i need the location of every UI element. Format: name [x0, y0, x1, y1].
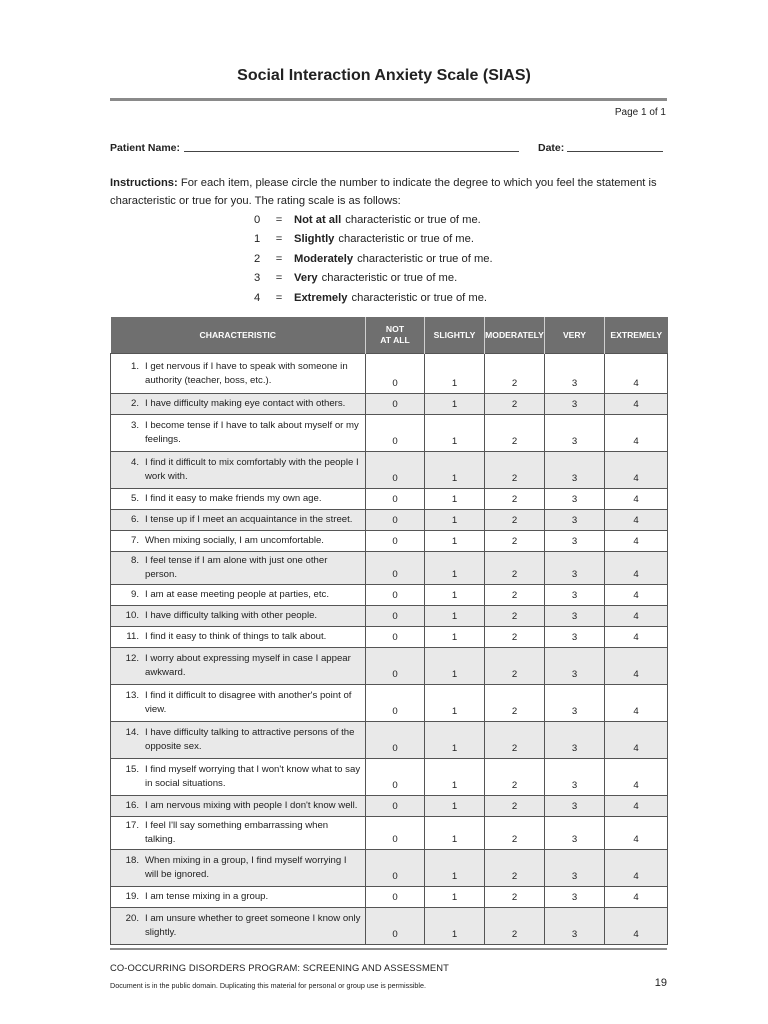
scale-description: characteristic or true of me. — [345, 213, 481, 226]
table-row — [111, 452, 668, 489]
rating-option[interactable]: 0 — [366, 552, 425, 585]
table-row — [111, 585, 668, 606]
patient-name-field[interactable] — [184, 151, 519, 152]
scale-number: 3 — [254, 272, 261, 285]
rating-option[interactable]: 2 — [485, 817, 545, 850]
rating-option[interactable]: 2 — [485, 648, 545, 685]
rating-option[interactable]: 1 — [425, 850, 485, 887]
rating-option[interactable]: 2 — [485, 452, 545, 489]
rating-option[interactable]: 4 — [605, 648, 668, 685]
rating-option[interactable]: 4 — [605, 531, 668, 552]
item-cell — [111, 648, 366, 685]
item-number: 3. — [130, 420, 139, 431]
rating-option[interactable]: 2 — [485, 606, 545, 627]
rating-option[interactable]: 1 — [425, 489, 485, 510]
rating-option[interactable]: 0 — [366, 722, 425, 759]
item-cell — [111, 354, 366, 394]
rating-option[interactable]: 3 — [545, 887, 605, 908]
item-text: I find it easy to make friends my own age. — [145, 493, 322, 504]
rating-option[interactable]: 1 — [425, 415, 485, 452]
rating-option[interactable]: 4 — [605, 887, 668, 908]
table-row — [111, 722, 668, 759]
rating-option[interactable]: 3 — [545, 552, 605, 585]
item-cell — [111, 908, 366, 945]
item-text: When mixing socially, I am uncomfortable. — [145, 535, 324, 546]
rating-option[interactable]: 0 — [366, 759, 425, 796]
scale-row — [254, 269, 493, 289]
scale-equals: = — [275, 233, 283, 246]
rating-option[interactable]: 2 — [485, 552, 545, 585]
rating-option[interactable]: 4 — [605, 354, 668, 394]
item-number: 4. — [130, 457, 139, 468]
item-number: 17. — [125, 820, 139, 831]
instructions-lead: Instructions: — [110, 177, 178, 189]
rating-option[interactable]: 2 — [485, 850, 545, 887]
rating-option[interactable]: 0 — [366, 452, 425, 489]
rating-option[interactable]: 0 — [366, 489, 425, 510]
scale-description: characteristic or true of me. — [338, 233, 474, 246]
footer-rule — [110, 948, 667, 950]
item-cell — [111, 722, 366, 759]
item-cell — [111, 606, 366, 627]
rating-option[interactable]: 4 — [605, 627, 668, 648]
table-row — [111, 887, 668, 908]
rating-option[interactable]: 2 — [485, 759, 545, 796]
rating-option[interactable]: 2 — [485, 887, 545, 908]
item-text: I have difficulty making eye contact with others. — [145, 398, 346, 409]
title-rule — [110, 98, 667, 101]
rating-option[interactable]: 2 — [485, 685, 545, 722]
item-cell — [111, 415, 366, 452]
rating-option[interactable]: 4 — [605, 606, 668, 627]
rating-option[interactable]: 2 — [485, 908, 545, 945]
rating-option[interactable]: 0 — [366, 394, 425, 415]
rating-option[interactable]: 4 — [605, 908, 668, 945]
rating-option[interactable]: 1 — [425, 510, 485, 531]
footer-note: Document is in the public domain. Duplicating this material for personal or group use is permissible. — [110, 981, 427, 990]
item-number: 20. — [125, 913, 139, 924]
item-cell — [111, 552, 366, 585]
scale-equals: = — [275, 213, 283, 226]
item-cell — [111, 759, 366, 796]
item-text: I feel I'll say something embarrassing when talking. — [145, 820, 329, 845]
footer-page-number: 19 — [654, 977, 667, 989]
scale-label: Moderately — [294, 252, 354, 265]
table-row — [111, 552, 668, 585]
rating-option[interactable]: 3 — [545, 531, 605, 552]
item-cell — [111, 489, 366, 510]
rating-option[interactable]: 0 — [366, 627, 425, 648]
table-row — [111, 415, 668, 452]
rating-option[interactable]: 2 — [485, 489, 545, 510]
rating-option[interactable]: 4 — [605, 722, 668, 759]
item-number: 10. — [125, 610, 139, 621]
item-cell — [111, 452, 366, 489]
rating-option[interactable]: 4 — [605, 394, 668, 415]
item-text: I have difficulty talking with other people. — [145, 610, 318, 621]
table-row — [111, 354, 668, 394]
rating-option[interactable]: 4 — [605, 552, 668, 585]
rating-option[interactable]: 1 — [425, 354, 485, 394]
rating-option[interactable]: 4 — [605, 850, 668, 887]
rating-option[interactable]: 2 — [485, 354, 545, 394]
rating-option[interactable]: 0 — [366, 415, 425, 452]
table-row — [111, 510, 668, 531]
rating-option[interactable]: 1 — [425, 817, 485, 850]
header-col-not-at-all: NOT AT ALL — [366, 317, 425, 354]
scale-equals: = — [275, 291, 283, 304]
header-col-very: VERY — [545, 317, 605, 354]
table-row — [111, 759, 668, 796]
item-number: 12. — [125, 653, 139, 664]
item-text: I am at ease meeting people at parties, etc. — [145, 589, 329, 600]
rating-option[interactable]: 2 — [485, 722, 545, 759]
page-label: Page 1 of 1 — [614, 107, 666, 118]
item-number: 8. — [130, 555, 139, 566]
scale-equals: = — [275, 272, 283, 285]
rating-option[interactable]: 3 — [545, 908, 605, 945]
sias-table — [110, 317, 668, 945]
rating-option[interactable]: 0 — [366, 850, 425, 887]
item-text: I worry about expressing myself in case I appear awkward. — [145, 653, 351, 678]
scale-row — [254, 230, 493, 250]
item-text: I am unsure whether to greet someone I know only slightly. — [145, 913, 361, 938]
table-row — [111, 850, 668, 887]
item-number: 11. — [126, 631, 139, 642]
rating-option[interactable]: 0 — [366, 354, 425, 394]
page-title: Social Interaction Anxiety Scale (SIAS) — [237, 67, 531, 84]
item-cell — [111, 585, 366, 606]
rating-option[interactable]: 0 — [366, 908, 425, 945]
scale-row — [254, 249, 493, 269]
item-cell — [111, 531, 366, 552]
item-text: I become tense if I have to talk about myself or my feelings. — [145, 420, 359, 445]
item-cell — [111, 627, 366, 648]
rating-option[interactable]: 1 — [425, 796, 485, 817]
rating-option[interactable]: 3 — [545, 510, 605, 531]
scale-number: 0 — [254, 213, 261, 226]
header-col-moderately: MODERATELY — [485, 317, 545, 354]
scale-label: Not at all — [294, 213, 342, 226]
scale-description: characteristic or true of me. — [321, 272, 458, 285]
header-col-slightly: SLIGHTLY — [425, 317, 485, 354]
table-row — [111, 606, 668, 627]
scale-label: Very — [294, 272, 318, 285]
item-number: 5. — [130, 493, 139, 504]
rating-option[interactable]: 1 — [425, 627, 485, 648]
item-cell — [111, 510, 366, 531]
item-text: When mixing in a group, I find myself worrying I will be ignored. — [145, 855, 347, 880]
rating-option[interactable]: 3 — [545, 354, 605, 394]
item-number: 13. — [125, 690, 139, 701]
rating-option[interactable]: 0 — [366, 887, 425, 908]
scale-row — [254, 210, 493, 230]
date-field[interactable] — [567, 151, 663, 152]
item-text: I am nervous mixing with people I don't know well. — [145, 800, 358, 811]
item-text: I find it easy to think of things to talk about. — [145, 631, 327, 642]
date-label: Date: — [538, 142, 565, 154]
rating-option[interactable]: 1 — [425, 685, 485, 722]
item-cell — [111, 394, 366, 415]
rating-option[interactable]: 3 — [545, 585, 605, 606]
rating-option[interactable]: 3 — [545, 627, 605, 648]
rating-option[interactable]: 0 — [366, 585, 425, 606]
rating-option[interactable]: 2 — [485, 415, 545, 452]
rating-option[interactable]: 1 — [425, 531, 485, 552]
rating-option[interactable]: 3 — [545, 685, 605, 722]
item-number: 16. — [125, 800, 139, 811]
rating-option[interactable]: 2 — [485, 627, 545, 648]
scale-number: 4 — [254, 291, 261, 304]
header-col-characteristic: CHARACTERISTIC — [111, 317, 366, 354]
item-number: 9. — [130, 589, 139, 600]
rating-option[interactable]: 1 — [425, 552, 485, 585]
rating-option[interactable]: 4 — [605, 415, 668, 452]
table-row — [111, 817, 668, 850]
rating-option[interactable]: 0 — [366, 796, 425, 817]
rating-option[interactable]: 0 — [366, 510, 425, 531]
item-number: 15. — [125, 764, 139, 775]
rating-option[interactable]: 1 — [425, 722, 485, 759]
rating-option[interactable]: 4 — [605, 685, 668, 722]
rating-option[interactable]: 2 — [485, 394, 545, 415]
rating-option[interactable]: 1 — [425, 759, 485, 796]
item-number: 7. — [130, 535, 139, 546]
rating-option[interactable]: 3 — [545, 452, 605, 489]
rating-option[interactable]: 1 — [425, 394, 485, 415]
rating-option[interactable]: 1 — [425, 887, 485, 908]
rating-option[interactable]: 3 — [545, 759, 605, 796]
instructions-text: For each item, please circle the number to indicate the degree to which you feel the statement is characteristic or true for you. The rating scale is as follows: — [110, 177, 657, 207]
item-number: 19. — [125, 891, 139, 902]
rating-option[interactable]: 1 — [425, 648, 485, 685]
item-text: I find it difficult to disagree with another's point of view. — [145, 690, 352, 715]
table-header-row — [111, 317, 668, 354]
scale-label: Slightly — [294, 233, 335, 246]
rating-option[interactable]: 3 — [545, 415, 605, 452]
rating-option[interactable]: 4 — [605, 489, 668, 510]
rating-option[interactable]: 3 — [545, 817, 605, 850]
rating-option[interactable]: 0 — [366, 685, 425, 722]
scale-number: 2 — [254, 252, 261, 265]
patient-name-label: Patient Name: — [110, 142, 181, 154]
rating-option[interactable]: 4 — [605, 817, 668, 850]
item-text: I feel tense if I am alone with just one other person. — [145, 555, 328, 580]
item-cell — [111, 817, 366, 850]
rating-option[interactable]: 4 — [605, 510, 668, 531]
rating-option[interactable]: 1 — [425, 908, 485, 945]
item-text: I have difficulty talking to attractive persons of the opposite sex. — [145, 727, 355, 752]
table-row — [111, 908, 668, 945]
rating-option[interactable]: 3 — [545, 648, 605, 685]
rating-option[interactable]: 4 — [605, 759, 668, 796]
table-row — [111, 489, 668, 510]
rating-option[interactable]: 1 — [425, 585, 485, 606]
table-body — [111, 354, 668, 945]
rating-option[interactable]: 3 — [545, 850, 605, 887]
scale-equals: = — [275, 252, 283, 265]
scale-number: 1 — [254, 233, 261, 246]
item-text: I find myself worrying that I won't know what to say in social situations. — [145, 764, 361, 789]
table-row — [111, 648, 668, 685]
table-row — [111, 685, 668, 722]
rating-option[interactable]: 4 — [605, 796, 668, 817]
item-number: 6. — [130, 514, 139, 525]
table-row — [111, 627, 668, 648]
scale-description: characteristic or true of me. — [357, 252, 493, 265]
rating-option[interactable]: 1 — [425, 452, 485, 489]
rating-option[interactable]: 3 — [545, 394, 605, 415]
rating-option[interactable]: 2 — [485, 585, 545, 606]
rating-option[interactable]: 2 — [485, 796, 545, 817]
item-number: 18. — [125, 855, 139, 866]
item-number: 1. — [130, 360, 139, 372]
rating-option[interactable]: 1 — [425, 606, 485, 627]
footer-program: CO-OCCURRING DISORDERS PROGRAM: SCREENING AND ASSESSMENT — [110, 962, 449, 973]
rating-option[interactable]: 4 — [605, 585, 668, 606]
item-text: I get nervous if I have to speak with someone in authority (teacher, boss, etc.). — [145, 360, 348, 386]
item-cell — [111, 685, 366, 722]
rating-option[interactable]: 0 — [366, 817, 425, 850]
scale-row — [254, 288, 493, 308]
table-row — [111, 796, 668, 817]
instructions — [110, 174, 670, 210]
item-number: 14. — [125, 727, 139, 738]
item-text: I tense up if I meet an acquaintance in the street. — [145, 514, 353, 525]
rating-option[interactable]: 4 — [605, 452, 668, 489]
item-cell — [111, 796, 366, 817]
rating-option[interactable]: 0 — [366, 606, 425, 627]
rating-option[interactable]: 2 — [485, 531, 545, 552]
scale-label: Extremely — [294, 291, 348, 304]
scale-description: characteristic or true of me. — [351, 291, 488, 304]
rating-option[interactable]: 3 — [545, 796, 605, 817]
table-row — [111, 531, 668, 552]
item-text: I am tense mixing in a group. — [145, 891, 269, 902]
rating-option[interactable]: 3 — [545, 606, 605, 627]
item-number: 2. — [130, 398, 139, 409]
rating-option[interactable]: 0 — [366, 648, 425, 685]
rating-scale — [254, 210, 493, 308]
rating-option[interactable]: 3 — [545, 722, 605, 759]
header-col-extremely: EXTREMELY — [605, 317, 668, 354]
item-text: I find it difficult to mix comfortably with the people I work with. — [145, 457, 359, 482]
rating-option[interactable]: 0 — [366, 531, 425, 552]
rating-option[interactable]: 3 — [545, 489, 605, 510]
item-cell — [111, 850, 366, 887]
table-row — [111, 394, 668, 415]
rating-option[interactable]: 2 — [485, 510, 545, 531]
item-cell — [111, 887, 366, 908]
